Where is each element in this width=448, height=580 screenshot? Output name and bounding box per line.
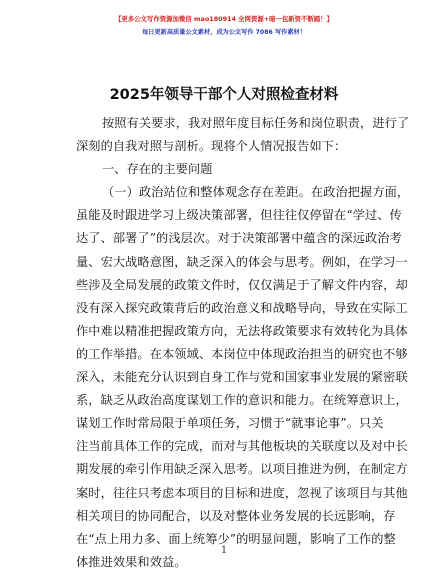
paragraph-line: （一）政治站位和整体观念存在差距。在政治把握方面，: [102, 185, 410, 200]
paragraph-line: 期发展的牵引作用缺乏深入思考。以项目推进为例，在制定方: [76, 462, 408, 477]
paragraph-line: 案时，往往只考虑本项目的目标和进度，忽视了该项目与其他: [76, 485, 408, 500]
paragraph-line: 达了、部署了”的浅层次。对于决策部署中蕴含的深远政治考: [76, 231, 402, 246]
document-title: 2025年领导干部个人对照检查材料: [109, 87, 339, 103]
paragraph-line: 相关项目的协同配合，以及对整体业务发展的长远影响，存: [76, 508, 396, 523]
paragraph-line: 系，缺乏从政治高度谋划工作的意识和能力。在统筹意识上，: [76, 393, 408, 408]
page-number: 1: [220, 545, 228, 556]
paragraph-line: 量、宏大战略意图，缺乏深入的体会与思考。例如，在学习一: [76, 254, 408, 269]
paragraph-line: 注当前具体工作的完成，而对与其他板块的关联度以及对中长: [76, 439, 408, 454]
paragraph-line: 作中难以精准把握政策方向，无法将政策要求有效转化为具体: [76, 323, 408, 338]
document-body: [76, 112, 410, 574]
section-heading: 一、存在的主要问题: [102, 162, 213, 177]
paragraph-line: 没有深入探究政策背后的政治意义和战略导向，导致在实际工: [76, 300, 408, 315]
paragraph-line: 虽能及时跟进学习上级决策部署，但往往仅停留在“学过、传: [76, 208, 402, 223]
paragraph-line: 谋划工作时常局限于单项任务，习惯于“就事论事”。只关: [76, 416, 384, 431]
paragraph-line: 深入，未能充分认识到自身工作与党和国家事业发展的紧密联: [76, 370, 408, 385]
promo-banner-line-2: 每日更新高质量公文素材，成为公文写作 7086 写作素材！: [142, 29, 306, 36]
paragraph-line: 按照有关要求，我对照年度目标任务和岗位职责，进行了: [102, 116, 410, 130]
paragraph-line: 体推进效果和效益。: [76, 554, 187, 569]
promo-banner-line-1: 【更多公文写作资源加微信 mao180914 全网资源+暗一包新资不断踏！】: [114, 15, 333, 23]
paragraph-line: 在“点上用力多、面上统筹少”的明显问题，影响了工作的整: [76, 531, 396, 546]
paragraph-line: 的工作举措。在本领域、本岗位中体现政治担当的研究也不够: [76, 346, 408, 361]
paragraph-line: 深刻的自我对照与剖析。现将个人情况报告如下：: [76, 139, 347, 154]
paragraph-line: 些涉及全局发展的政策文件时，仅仅满足于了解文件内容，却: [76, 277, 408, 292]
